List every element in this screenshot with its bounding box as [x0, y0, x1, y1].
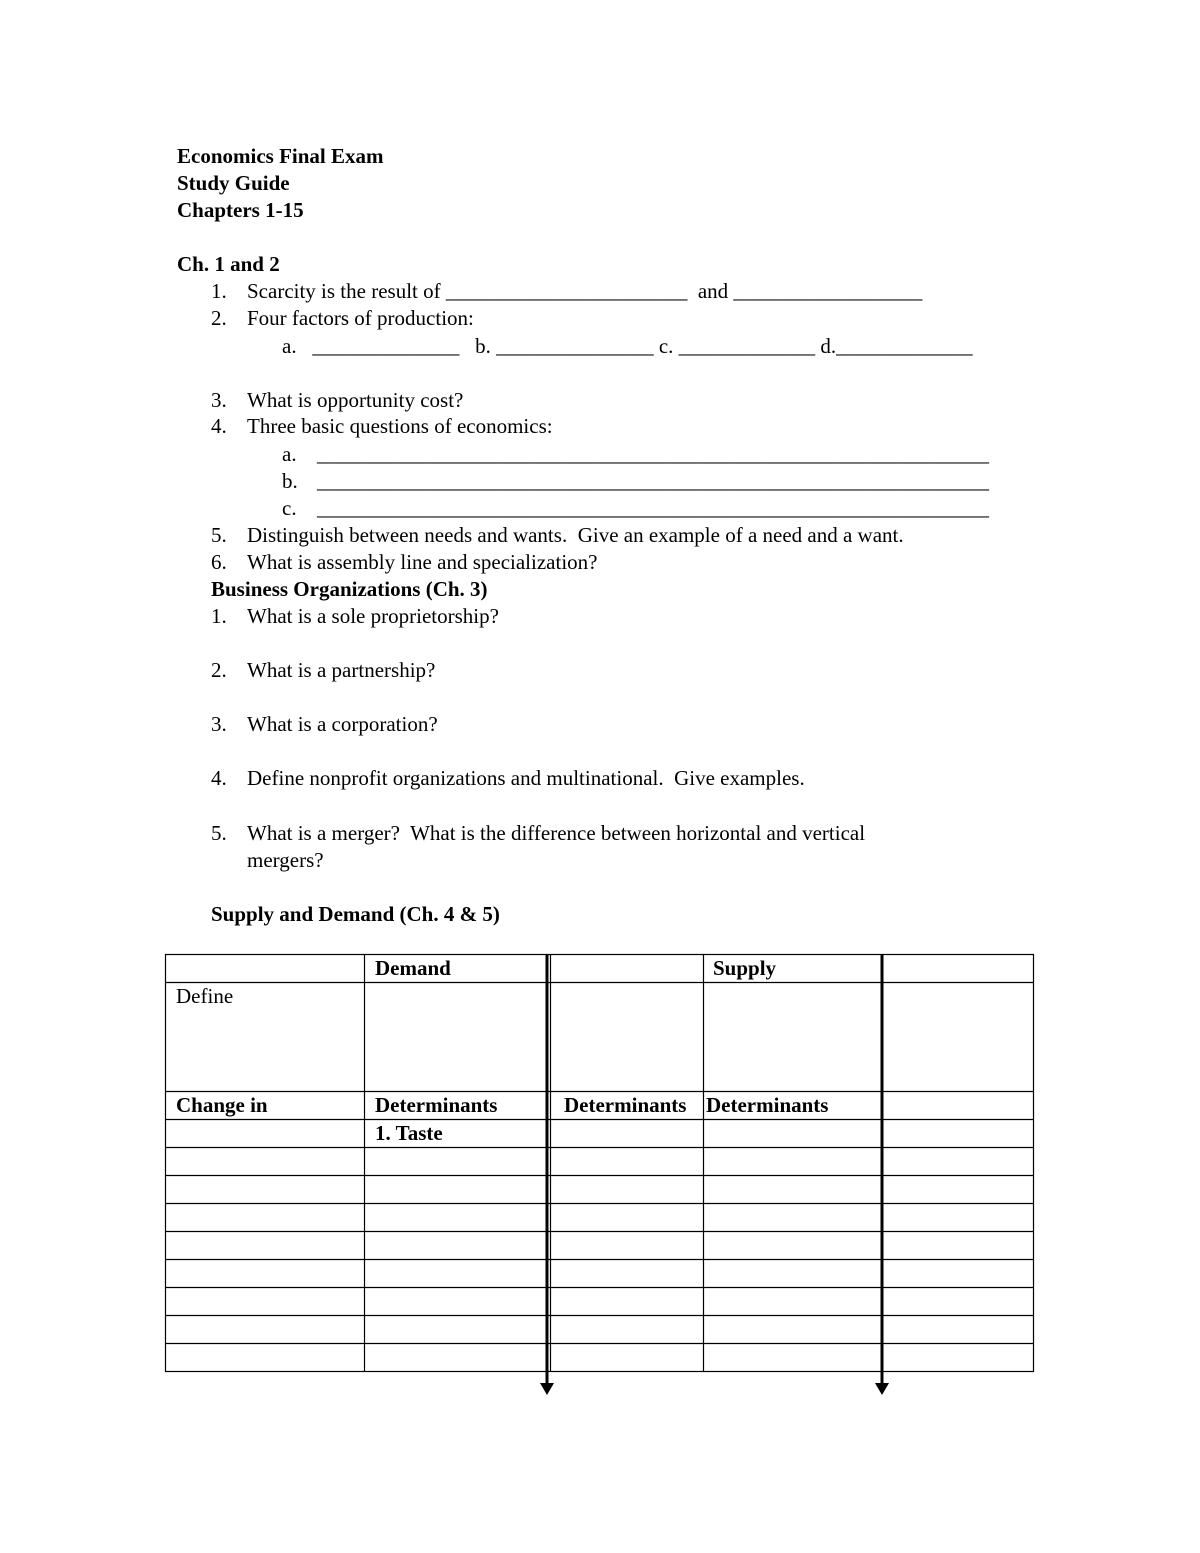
answer-blank-line: ________________________________________________________________ [317, 469, 989, 493]
question-nonprofit-multinational: Define nonprofit organizations and multinational. Give examples. [247, 766, 805, 790]
table-cell-determinants: Determinants [564, 1093, 687, 1117]
question-needs-wants: Distinguish between needs and wants. Give an example of a need and a want. [247, 523, 904, 547]
question-number: 2. [211, 658, 227, 682]
question-number: 3. [211, 712, 227, 736]
answer-blank-line: ________________________________________________________________ [317, 442, 989, 466]
section-heading-business-organizations: Business Organizations (Ch. 3) [211, 577, 488, 601]
section-heading-supply-demand: Supply and Demand (Ch. 4 & 5) [211, 902, 500, 926]
table-border [166, 955, 1034, 1372]
question-number: 1. [211, 604, 227, 628]
table-row-label-define: Define [176, 984, 234, 1008]
question-number: 1. [211, 279, 227, 303]
question-number: 2. [211, 306, 227, 330]
question-corporation: What is a corporation? [247, 712, 438, 736]
question-partnership: What is a partnership? [247, 658, 436, 682]
question-merger: What is a merger? What is the difference between horizontal and vertical [247, 821, 866, 845]
question-number: 5. [211, 821, 227, 845]
question-factors-of-production: Four factors of production: [247, 306, 474, 330]
table-header-demand: Demand [375, 956, 451, 980]
table-row-label-change-in: Change in [176, 1093, 268, 1117]
table-cell-determinants: Determinants [706, 1093, 829, 1117]
question-scarcity: Scarcity is the result of _______________________ and __________________ [247, 279, 923, 303]
question-three-basic-questions: Three basic questions of economics: [247, 414, 553, 438]
question-assembly-line: What is assembly line and specialization? [247, 550, 598, 574]
question-number: 6. [211, 550, 227, 574]
document-title: Economics Final Exam [177, 144, 384, 168]
factors-answer-blanks: a. ______________ b. _______________ c. _____________ d._____________ [282, 334, 973, 358]
question-merger-continued: mergers? [247, 848, 324, 872]
section-heading-ch1-2: Ch. 1 and 2 [177, 252, 280, 276]
question-number: 5. [211, 523, 227, 547]
answer-blank-line: ________________________________________________________________ [317, 496, 989, 520]
chapters-range: Chapters 1-15 [177, 198, 304, 222]
supply-arrow-head [875, 1383, 889, 1395]
answer-letter: c. [282, 496, 297, 520]
question-number: 4. [211, 766, 227, 790]
demand-arrow-head [540, 1383, 554, 1395]
question-number: 4. [211, 414, 227, 438]
table-cell-determinants: Determinants [375, 1093, 498, 1117]
answer-letter: a. [282, 442, 297, 466]
table-header-supply: Supply [713, 956, 777, 980]
question-sole-proprietorship: What is a sole proprietorship? [247, 604, 499, 628]
table-cell-taste: 1. Taste [375, 1121, 443, 1145]
document-subtitle: Study Guide [177, 171, 290, 195]
question-number: 3. [211, 388, 227, 412]
answer-letter: b. [282, 469, 298, 493]
question-opportunity-cost: What is opportunity cost? [247, 388, 464, 412]
